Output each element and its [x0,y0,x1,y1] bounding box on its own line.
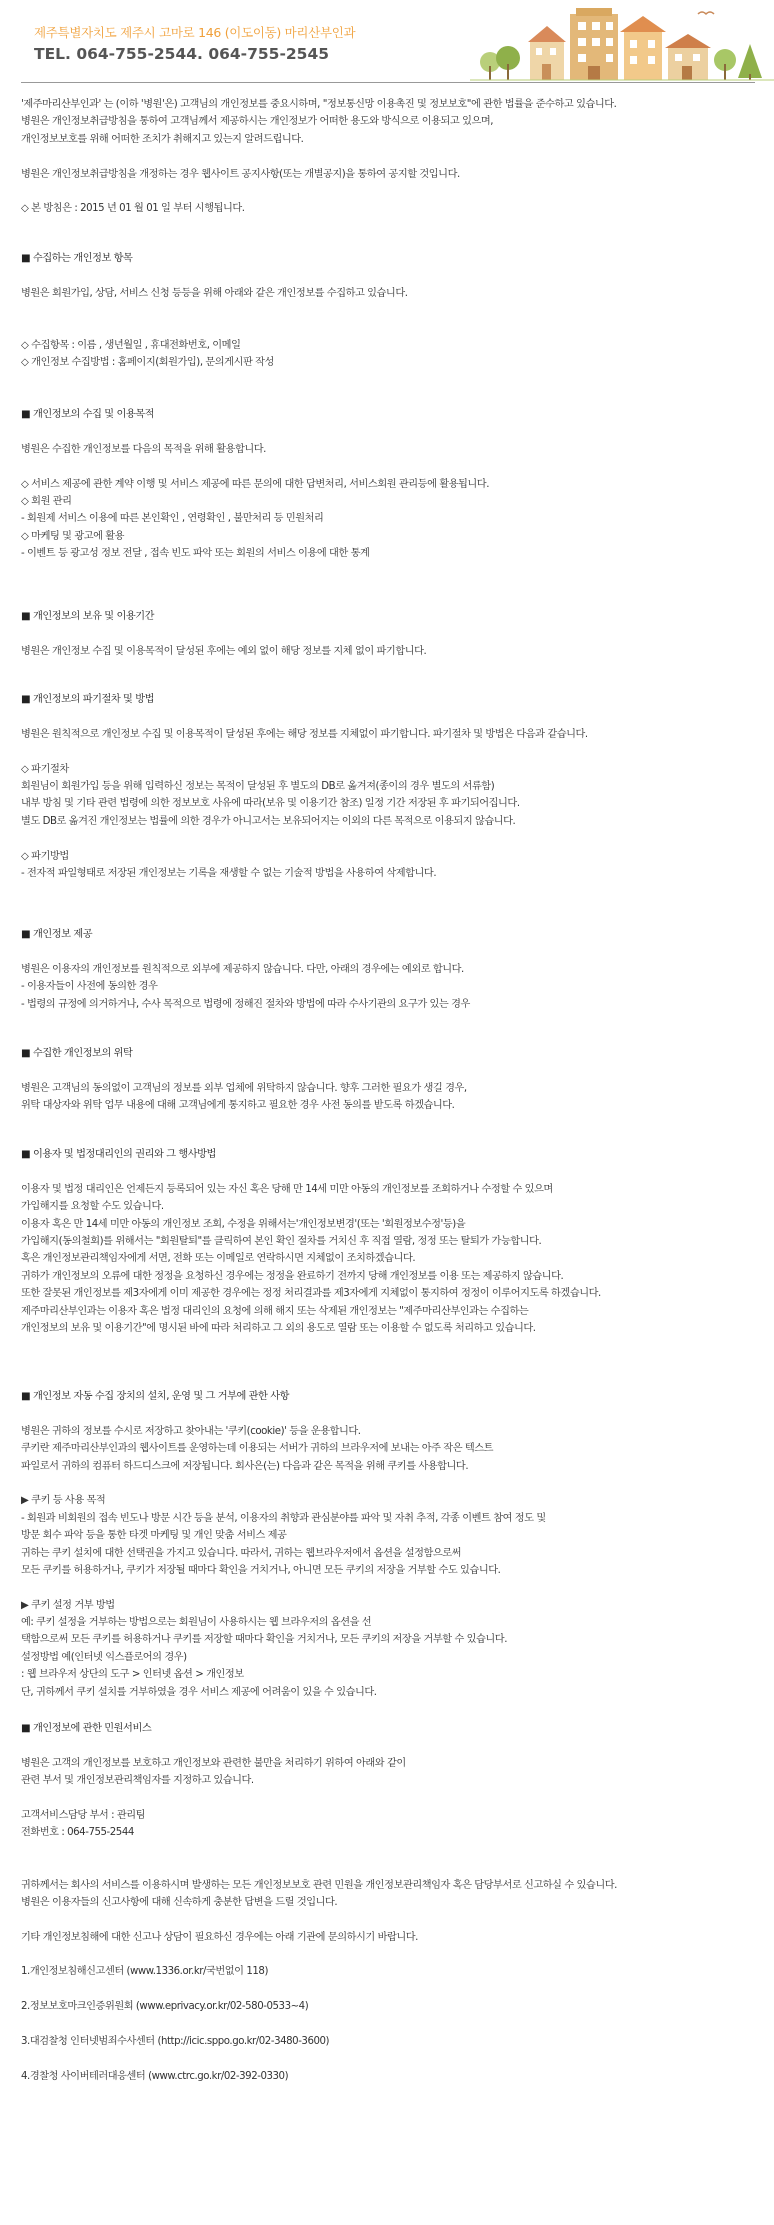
section-collected-items [21,250,755,372]
section-line: 방문 회수 파악 등을 통한 타겟 마케팅 및 개인 맞춤 서비스 제공 [21,1530,287,1542]
section-line: ◇ 파기방법 [21,850,69,862]
intro-line [21,183,755,200]
section-title: ■ 이용자 및 법정대리인의 권리와 그 행사방법 [21,1149,216,1160]
section-line: 이용자 혹은 만 14세 미만 아동의 개인정보 조회, 수정을 위해서는'개인정보변경'(또는 '회원정보수정'등)을 [21,1218,466,1230]
section-line: - 법령의 규정에 의거하거나, 수사 목적으로 법령에 정해진 절차와 방법에 따라 수사기관의 요구가 있는 경우 [21,998,470,1010]
section-title: ■ 수집한 개인정보의 위탁 [21,1048,133,1059]
section-line [21,1981,755,1998]
section-line: - 전자적 파일형태로 저장된 개인정보는 기록을 재생할 수 없는 기술적 방법을 사용하여 삭제합니다. [21,867,437,879]
section-title: ■ 개인정보의 보유 및 이용기간 [21,611,155,622]
section-line: 가입해지(동의철회)를 위해서는 "회원탈퇴"를 클릭하여 본인 확인 절차를 거치신 후 직접 열람, 정정 또는 탈퇴가 가능합니다. [21,1235,542,1247]
intro-line: 개인정보보호를 위해 어떠한 조치가 취해지고 있는지 알려드립니다. [21,133,304,145]
section-line: 병원은 원칙적으로 개인정보 수집 및 이용목적이 달성된 후에는 해당 정보를 지체없이 파기합니다. 파기절차 및 방법은 다음과 같습니다. [21,728,588,740]
section-title: ■ 개인정보에 관한 민원서비스 [21,1723,152,1734]
section-line [21,1842,755,1859]
section-title: ■ 개인정보 제공 [21,929,93,940]
section-line: 병원은 귀하의 정보를 수시로 저장하고 찾아내는 '쿠키(cookie)' 등을 운용합니다. [21,1425,361,1437]
section-line: 택함으로써 모든 쿠키를 허용하거나 쿠키를 저장할 때마다 확인을 거치거나, 모든 쿠키의 저장을 거부할 수 있습니다. [21,1634,507,1646]
section-line: - 이벤트 등 광고성 정보 전달 , 접속 빈도 파악 또는 회원의 서비스 이용에 대한 통계 [21,548,370,560]
section-line: ◇ 마케팅 및 광고에 활용 [21,530,125,542]
agency-item-4: 4.경찰청 사이버테러대응센터 (www.ctrc.go.kr/02-392-0330) [21,2070,289,2082]
section-line: 쿠키란 제주마리산부인과의 웹사이트를 운영하는데 이용되는 서버가 귀하의 브라우저에 보내는 아주 작은 텍스트 [21,1443,494,1455]
section-line: 관련 부서 및 개인정보관리책임자를 지정하고 있습니다. [21,1775,254,1787]
section-line: 전화번호 : 064-755-2544 [21,1827,134,1839]
section-line: 병원은 이용자의 개인정보를 원칙적으로 외부에 제공하지 않습니다. 다만, 아래의 경우에는 예외로 합니다. [21,963,464,975]
section-title: ■ 개인정보 자동 수집 장치의 설치, 운영 및 그 거부에 관한 사항 [21,1391,290,1402]
section-line: ◇ 서비스 제공에 관한 계약 이행 및 서비스 제공에 따른 문의에 대한 답변처리, 서비스회원 관리등에 활용됩니다. [21,478,489,490]
section-line: ◇ 회원 관리 [21,495,72,507]
section-line [21,1790,755,1807]
section-line [21,1475,755,1492]
intro-line: 병원은 개인정보취급방침을 개정하는 경우 웹사이트 공지사항(또는 개별공지)을 통하여 공지할 것입니다. [21,168,460,180]
section-line: 제주마리산부인과는 이용자 혹은 법정 대리인의 요청에 의해 해지 또는 삭제된 개인정보는 "제주마리산부인과는 수집하는 [21,1305,529,1317]
section-line [21,1911,755,1928]
section-line [21,830,755,847]
section-line [21,302,755,319]
section-line: 고객서비스담당 부서 : 관리팀 [21,1809,146,1821]
section-line [21,743,755,760]
section-line: - 회원과 비회원의 접속 빈도나 방문 시간 등을 분석, 이용자의 취향과 관심분야를 파악 및 자취 추적, 각종 이벤트 참여 정도 및 [21,1512,546,1524]
section-line: 이용자 및 법정 대리인은 언제든지 등록되어 있는 자신 혹은 당해 만 14세 미만 아동의 개인정보를 조회하거나 수정할 수 있으며 [21,1183,553,1195]
section-line [21,1946,755,1963]
trees-illustration [480,44,762,80]
intro-line: '제주마리산부인과' 는 (이하 '병원'은) 고객님의 개인정보를 중요시하며, "정보통신망 이용촉진 및 정보보호"에 관한 법률을 준수하고 있습니다. [21,99,617,110]
section-line: 병원은 고객님의 동의없이 고객님의 정보를 외부 업체에 위탁하지 않습니다. 향후 그러한 필요가 생길 경우, [21,1082,467,1094]
section-line: 모든 쿠키를 허용하거나, 쿠키가 저장될 때마다 확인을 거치거나, 아니면 모든 쿠키의 저장을 거부할 수도 있습니다. [21,1564,501,1576]
section-retention [21,608,755,660]
section-provision [21,926,755,1013]
section-line: 기타 개인정보침해에 대한 신고나 상담이 필요하신 경우에는 아래 기관에 문의하시기 바랍니다. [21,1931,418,1943]
section-line [21,458,755,475]
section-line: 회원님이 회원가입 등을 위해 입력하신 정보는 목적이 달성된 후 별도의 DB로 옮겨져(종이의 경우 별도의 서류함) [21,780,495,792]
section-line: 설정방법 예(인터넷 익스플로어의 경우) [21,1651,187,1663]
section-line: 귀하는 쿠키 설치에 대한 선택권을 가지고 있습니다. 따라서, 귀하는 웹브라우저에서 옵션을 설정함으로써 [21,1547,462,1559]
section-line: 귀하가 개인정보의 오류에 대한 정정을 요청하신 경우에는 정정을 완료하기 전까지 당해 개인정보를 이용 또는 제공하지 않습니다. [21,1270,564,1282]
section-line: 파일로서 귀하의 컴퓨터 하드디스크에 저장됩니다. 회사은(는) 다음과 같은 목적을 위해 쿠키를 사용합니다. [21,1460,469,1472]
intro-paragraph [21,96,755,218]
section-complaints [21,1720,755,2085]
section-line: 병원은 이용자들의 신고사항에 대해 신속하게 충분한 답변을 드릴 것입니다. [21,1896,338,1908]
agency-item-2: 2.정보보호마크인증위원회 (www.eprivacy.or.kr/02-580-0533~4) [21,2001,309,2013]
section-purpose [21,406,755,563]
intro-line: 병원은 개인정보취급방침을 통하여 고객님께서 제공하시는 개인정보가 어떠한 용도와 방식으로 이용되고 있으며, [21,116,494,128]
agency-item-3: 3.대검찰청 인터넷범죄수사센터 (http://icic.sppo.go.kr/02-3480-3600) [21,2036,330,2048]
section-line: 예: 쿠키 설정을 거부하는 방법으로는 회원님이 사용하시는 웹 브라우저의 옵션을 선 [21,1617,372,1629]
clinic-address: 제주특별자치도 제주시 고마로 146 (이도이동) 마리산부인과 [34,25,356,40]
section-entrustment [21,1045,755,1115]
site-header [0,0,774,84]
section-line: : 웹 브라우저 상단의 도구 > 인터넷 옵션 > 개인정보 [21,1669,244,1681]
section-line: ▶ 쿠키 등 사용 목적 [21,1495,106,1507]
intro-line [21,148,755,165]
section-line: 병원은 개인정보 수집 및 이용목적이 달성된 후에는 예외 없이 해당 정보를 지체 없이 파기합니다. [21,645,427,657]
section-line: ◇ 수집항목 : 이름 , 생년월일 , 휴대전화번호, 이메일 [21,339,241,351]
section-title: ■ 수집하는 개인정보 항목 [21,253,133,264]
section-line [21,320,755,337]
section-user-rights [21,1146,755,1337]
section-line: 귀하께서는 회사의 서비스를 이용하시며 발생하는 모든 개인정보보호 관련 민원을 개인정보관리책임자 혹은 담당부서로 신고하실 수 있습니다. [21,1879,617,1891]
section-line: ◇ 개인정보 수집방법 : 홈페이지(회원가입), 문의게시판 작성 [21,357,274,369]
section-title: ■ 개인정보의 수집 및 이용목적 [21,409,155,420]
header-divider [21,82,755,83]
section-line: - 회원제 서비스 이용에 따른 본인확인 , 연령확인 , 불만처리 등 민원처리 [21,513,324,525]
section-line: 가입해지를 요청할 수도 있습니다. [21,1201,164,1213]
section-line [21,2050,755,2067]
section-line [21,1579,755,1596]
bird-icon [698,12,714,14]
section-line: 병원은 회원가입, 상담, 서비스 신청 등등을 위해 아래와 같은 개인정보를 수집하고 있습니다. [21,287,408,299]
section-cookies [21,1388,755,1701]
section-line: 병원은 수집한 개인정보를 다음의 목적을 위해 활용합니다. [21,443,266,455]
section-title: ■ 개인정보의 파기절차 및 방법 [21,694,155,705]
agency-item-1: 1.개인정보침해신고센터 (www.1336.or.kr/국번없이 118) [21,1966,268,1978]
clinic-phone: TEL. 064-755-2544. 064-755-2545 [34,45,330,63]
section-line [21,2016,755,2033]
section-line: 혹은 개인정보관리책임자에게 서면, 전화 또는 이메일로 연락하시면 지체없이 조치하겠습니다. [21,1253,416,1265]
buildings-illustration [470,0,774,84]
section-destruction [21,691,755,882]
effective-date: ◇ 본 방침은 : 2015 년 01 월 01 일 부터 시행됩니다. [21,203,245,215]
section-line: ▶ 쿠키 설정 거부 방법 [21,1599,115,1611]
section-line: 개인정보의 보유 및 이용기간"에 명시된 바에 따라 처리하고 그 외의 용도로 열람 또는 이용할 수 없도록 처리하고 있습니다. [21,1322,536,1334]
section-line: 단, 귀하께서 쿠키 설치를 거부하였을 경우 서비스 제공에 어려움이 있을 수 있습니다. [21,1686,377,1698]
section-line: 내부 방침 및 기타 관련 법령에 의한 정보보호 사유에 따라(보유 및 이용기간 참조) 일정 기간 저장된 후 파기되어집니다. [21,798,520,810]
section-line: 별도 DB로 옮겨진 개인정보는 법률에 의한 경우가 아니고서는 보유되어지는 이외의 다른 목적으로 이용되지 않습니다. [21,815,516,827]
section-line: ◇ 파기절차 [21,763,69,775]
section-line [21,1859,755,1876]
section-line: - 이용자들이 사전에 동의한 경우 [21,981,158,993]
section-line: 위탁 대상자와 위탁 업무 내용에 대해 고객님에게 통지하고 필요한 경우 사전 동의를 받도록 하겠습니다. [21,1100,455,1112]
section-line: 병원은 고객의 개인정보를 보호하고 개인정보와 관련한 불만을 처리하기 위하여 아래와 같이 [21,1757,406,1769]
section-line: 또한 잘못된 개인정보를 제3자에게 이미 제공한 경우에는 정정 처리결과를 제3자에게 지체없이 통지하여 정정이 이루어지도록 하겠습니다. [21,1288,601,1300]
